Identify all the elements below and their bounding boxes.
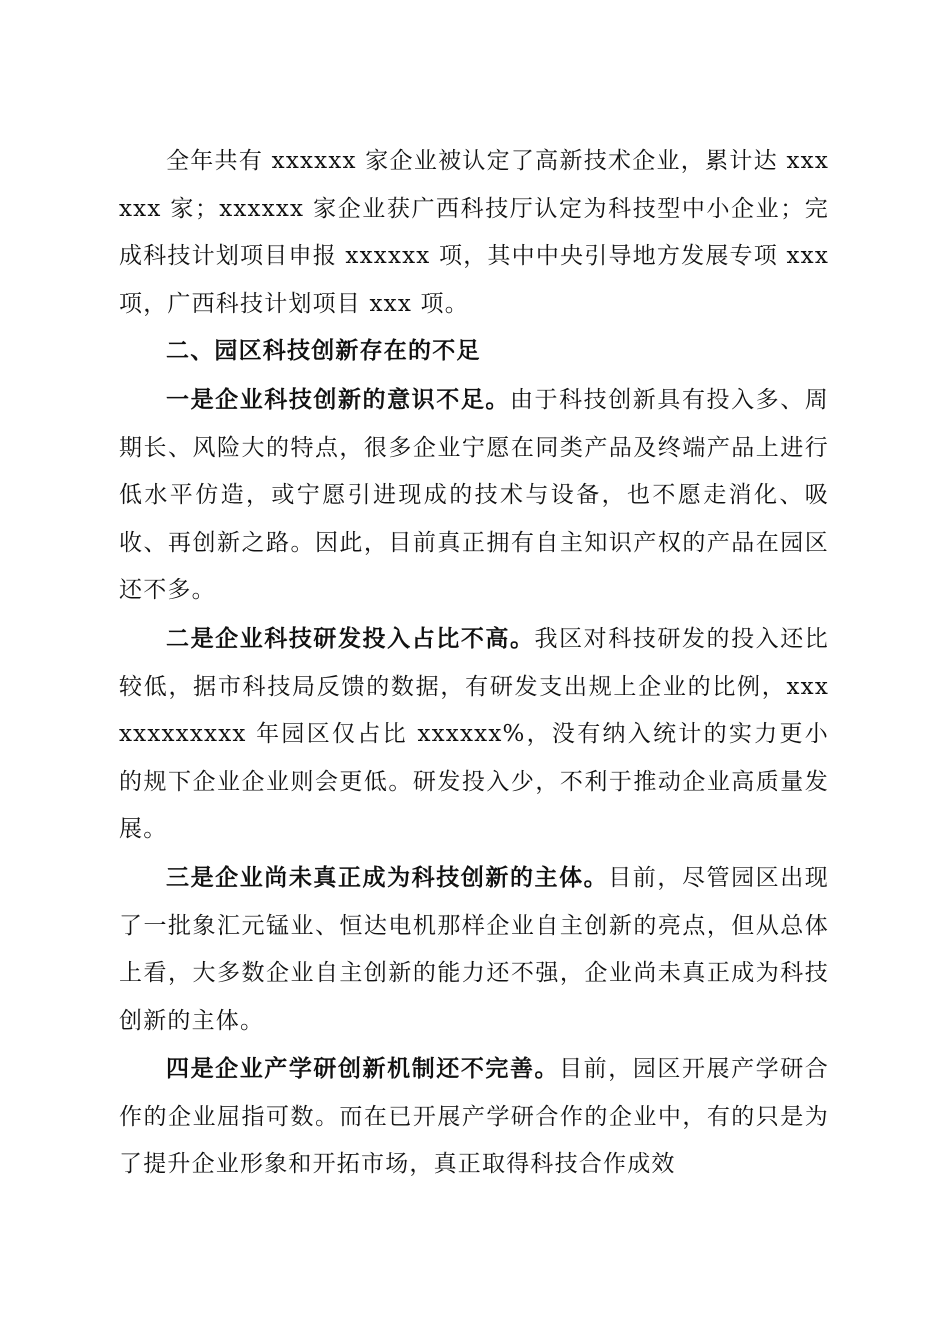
section-heading: 二、园区科技创新存在的不足: [166, 338, 481, 365]
paragraph-point-4: [119, 1045, 829, 1189]
document-body: [119, 138, 829, 1189]
point-3-lead: 三是企业尚未真正成为科技创新的主体。: [166, 863, 609, 891]
point-1-body: 由于科技创新具有投入多、周期长、风险大的特点，很多企业宁愿在同类产品及终端产品上进行低水平仿造，或宁愿引进现成的技术与设备，也不愿走消化、吸收、再创新之路。因此，目前真正拥有自主知识产权的产品在园区还不多。: [119, 386, 829, 604]
paragraph-point-1: [119, 376, 829, 615]
point-1-lead: 一是企业科技创新的意识不足。: [166, 385, 510, 413]
paragraph-point-3: [119, 854, 829, 1045]
paragraph-summary: 全年共有 xxxxxx 家企业被认定了高新技术企业，累计达 xxxxxx 家；xxxxxx 家企业获广西科技厅认定为科技型中小企业；完成科技计划项目申报 xxxxxx 项，其中中央引导地方发展专项 xxx 项，广西科技计划项目 xxx 项。: [119, 148, 829, 317]
paragraph-point-2: [119, 615, 829, 854]
point-2-lead: 二是企业科技研发投入占比不高。: [166, 624, 535, 652]
point-4-lead: 四是企业产学研创新机制还不完善。: [166, 1055, 560, 1083]
point-3-body: 目前，尽管园区出现了一批象汇元锰业、恒达电机那样企业自主创新的亮点，但从总体上看，大多数企业自主创新的能力还不强，企业尚未真正成为科技创新的主体。: [119, 864, 829, 1034]
point-4-body: 目前，园区开展产学研合作的企业屈指可数。而在已开展产学研合作的企业中，有的只是为了提升企业形象和开拓市场，真正取得科技合作成效: [119, 1056, 829, 1178]
point-2-body: 我区对科技研发的投入还比较低，据市科技局反馈的数据，有研发支出规上企业的比例，xxxxxxxxxxxx 年园区仅占比 xxxxxx%，没有纳入统计的实力更小的规下企业企业则会更低。研发投入少，不利于推动企业高质量发展。: [119, 625, 830, 843]
